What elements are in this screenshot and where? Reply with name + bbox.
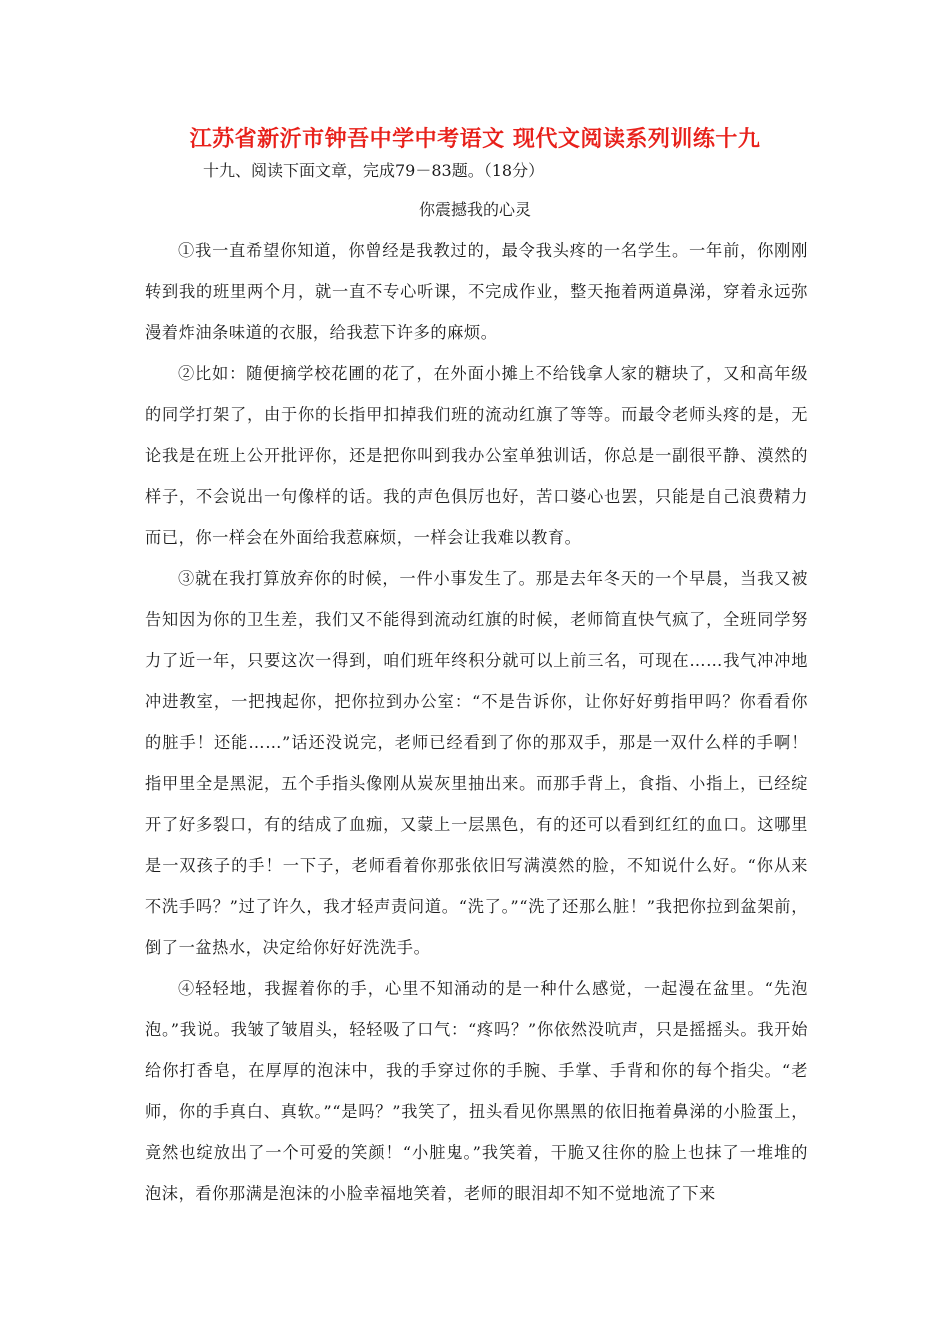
paragraph-3: ③就在我打算放弃你的时候，一件小事发生了。那是去年冬天的一个早晨，当我又被告知因为你的卫生差，我们又不能得到流动红旗的时候，老师简直快气疯了，全班同学努力了近一年，只要这次一得到，咱们班年终积分就可以上前三名，可现在……我气冲冲地冲进教室，一把拽起你，把你拉到办公室：“不是告诉你，让你好好剪指甲吗？你看看你的脏手！还能……”话还没说完，老师已经看到了你的那双手，那是一双什么样的手啊！指甲里全是黑泥，五个手指头像刚从炭灰里抽出来。而那手背上，食指、小指上，已经绽开了好多裂口，有的结成了血痂，又蒙上一层黑色，有的还可以看到红红的血口。这哪里是一双孩子的手！一下子，老师看着你那张依旧写满漠然的脸，不知说什么好。“你从来不洗手吗？”过了许久，我才轻声责问道。“洗了。”“洗了还那么脏！”我把你拉到盆架前，倒了一盆热水，决定给你好好洗洗手。 [145,569,808,957]
paragraph-1: ①我一直希望你知道，你曾经是我教过的，最令我头疼的一名学生。一年前，你刚刚转到我的班里两个月，就一直不专心听课，不完成作业，整天拖着两道鼻涕，穿着永远弥漫着炸油条味道的衣服，给我惹下许多的麻烦。 [145,241,808,342]
question-instruction: 十九、阅读下面文章，完成79－83题。（18分） [203,161,545,180]
paragraph-4: ④轻轻地，我握着你的手，心里不知涌动的是一种什么感觉，一起漫在盆里。“先泡泡。”我说。我皱了皱眉头，轻轻吸了口气：“疼吗？”你依然没吭声，只是摇摇头。我开始给你打香皂，在厚厚的泡沫中，我的手穿过你的手腕、手掌、手背和你的每个指尖。“老师，你的手真白、真软。”“是吗？”我笑了，扭头看见你黑黑的依旧拖着鼻涕的小脸蛋上，竟然也绽放出了一个可爱的笑颜！“小脏鬼。”我笑着，干脆又往你的脸上也抹了一堆堆的泡沫，看你那满是泡沫的小脸幸福地笑着，老师的眼泪却不知不觉地流了下来 [145,979,808,1203]
paragraph-2: ②比如：随便摘学校花圃的花了，在外面小摊上不给钱拿人家的糖块了，又和高年级的同学打架了，由于你的长指甲扣掉我们班的流动红旗了等等。而最令老师头疼的是，无论我是在班上公开批评你，还是把你叫到我办公室单独训话，你总是一副很平静、漠然的样子，不会说出一句像样的话。我的声色俱厉也好，苦口婆心也罢，只能是自己浪费精力而已，你一样会在外面给我惹麻烦，一样会让我难以教育。 [145,364,808,547]
article-body [145,230,808,1214]
article-title: 你震撼我的心灵 [418,200,531,219]
document-title: 江苏省新沂市钟吾中学中考语文 现代文阅读系列训练十九 [189,127,761,152]
